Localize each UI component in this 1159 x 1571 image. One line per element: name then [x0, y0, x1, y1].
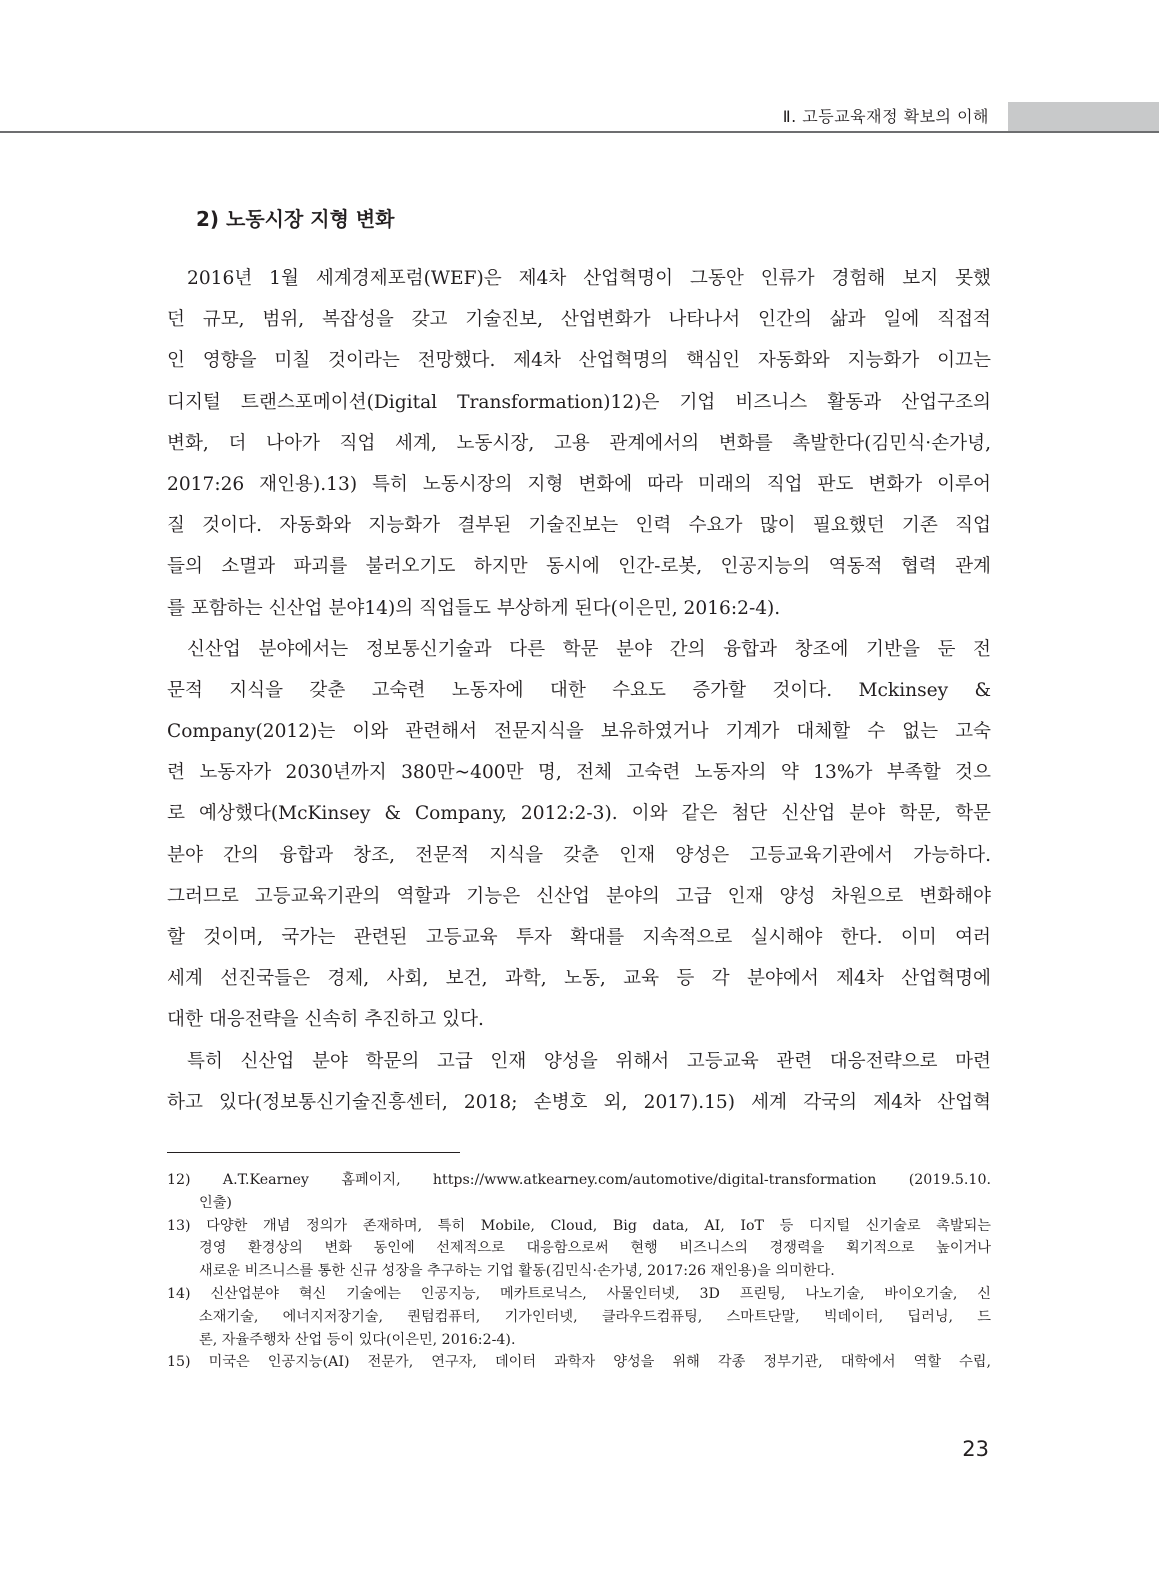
body-line: 문적 지식을 갖춘 고숙련 노동자에 대한 수요도 증가할 것이다. Mckinsey & [167, 679, 991, 701]
body-line: 세계 선진국들은 경제, 사회, 보건, 과학, 노동, 교육 등 각 분야에서 제4차 산업혁명에 [167, 968, 991, 990]
footnote-13: 13) 다양한 개념 정의가 존재하며, 특히 Mobile, Cloud, Big data, AI, IoT 등 디지털 신기술로 촉발되는 [167, 1217, 991, 1234]
body-line: 그러므로 고등교육기관의 역할과 기능은 신산업 분야의 고급 인재 양성 차원으로 변화해야 [167, 885, 991, 907]
page-number: 23 [962, 1437, 989, 1461]
body-line: 분야 간의 융합과 창조, 전문적 지식을 갖춘 인재 양성은 고등교육기관에서 가능하다. [167, 844, 991, 866]
body-line: 2017:26 재인용).13) 특히 노동시장의 지형 변화에 따라 미래의 직업 판도 변화가 이루어 [167, 473, 991, 495]
body-line: 들의 소멸과 파괴를 불러오기도 하지만 동시에 인간-로봇, 인공지능의 역동적 협력 관계 [167, 556, 991, 578]
body-line: 하고 있다(정보통신기술진흥센터, 2018; 손병호 외, 2017).15) 세계 각국의 제4차 산업혁 [167, 1091, 991, 1113]
body-line: 할 것이며, 국가는 관련된 고등교육 투자 확대를 지속적으로 실시해야 한다. 이미 여러 [167, 927, 991, 948]
body-line: 던 규모, 범위, 복잡성을 갖고 기술진보, 산업변화가 나타나서 인간의 삶과 일에 직접적 [167, 309, 991, 331]
footnote-12-cont: 인출) [199, 1194, 232, 1211]
body-line: 신산업 분야에서는 정보통신기술과 다른 학문 분야 간의 융합과 창조에 기반을 둔 전 [187, 638, 991, 660]
footnote-13-cont: 새로운 비즈니스를 통한 신규 성장을 추구하는 기업 활동(김민식·손가녕, 2017:26 재인용)을 의미한다. [199, 1263, 835, 1280]
body-line: 디지털 트랜스포메이션(Digital Transformation)12)은 기업 비즈니스 활동과 산업구조의 [167, 391, 991, 413]
body-line: 련 노동자가 2030년까지 380만~400만 명, 전체 고숙련 노동자의 약 13%가 부족할 것으 [167, 762, 991, 784]
body-line: 변화, 더 나아가 직업 세계, 노동시장, 고용 관계에서의 변화를 촉발한다(김민식·손가녕, [167, 432, 991, 454]
body-line: 질 것이다. 자동화와 지능화가 결부된 기술진보는 인력 수요가 많이 필요했던 기존 직업 [167, 515, 991, 537]
footnote-14-cont: 론, 자율주행차 산업 등이 있다(이은민, 2016:2-4). [199, 1331, 516, 1348]
body-line: 를 포함하는 신산업 분야14)의 직업들도 부상하게 된다(이은민, 2016:2-4). [167, 597, 781, 619]
body-line: 대한 대응전략을 신속히 추진하고 있다. [167, 1009, 484, 1031]
body-line: 2016년 1월 세계경제포럼(WEF)은 제4차 산업혁명이 그동안 인류가 경험해 보지 못했 [187, 268, 991, 289]
footnote-14: 14) 신산업분야 혁신 기술에는 인공지능, 메카트로닉스, 사물인터넷, 3D 프린팅, 나노기술, 바이오기술, 신 [167, 1285, 991, 1302]
body-line: 특히 신산업 분야 학문의 고급 인재 양성을 위해서 고등교육 관련 대응전략으로 마련 [187, 1050, 991, 1072]
body-line: Company(2012)는 이와 관련해서 전문지식을 보유하였거나 기계가 대체할 수 없는 고숙 [167, 721, 991, 743]
section-title: 2) 노동시장 지형 변화 [196, 207, 395, 231]
footnote-15: 15) 미국은 인공지능(AI) 전문가, 연구자, 데이터 과학자 양성을 위해 각종 정부기관, 대학에서 역할 수립, [167, 1354, 991, 1371]
header-rule [0, 131, 1159, 133]
body-line: 인 영향을 미칠 것이라는 전망했다. 제4차 산업혁명의 핵심인 자동화와 지능화가 이끄는 [167, 350, 991, 372]
running-header: Ⅱ. 고등교육재정 확보의 이해 [782, 107, 989, 126]
footnote-14-cont: 소재기술, 에너지저장기술, 퀀텀컴퓨터, 기가인터넷, 클라우드컴퓨팅, 스마트단말, 빅데이터, 딥러닝, 드 [199, 1308, 991, 1325]
footnote-13-cont: 경영 환경상의 변화 동인에 선제적으로 대응함으로써 현행 비즈니스의 경쟁력을 획기적으로 높이거나 [199, 1240, 991, 1257]
footnote-rule [167, 1152, 460, 1153]
body-text [167, 258, 991, 1123]
body-line: 로 예상했다(McKinsey & Company, 2012:2-3). 이와 같은 첨단 신산업 분야 학문, 학문 [167, 803, 991, 825]
header-gray-block [1008, 102, 1159, 132]
footnote-12: 12) A.T.Kearney 홈페이지, https://www.atkearney.com/automotive/digital-transformation (2019.5.10. [167, 1172, 991, 1188]
footnotes [167, 1169, 991, 1374]
